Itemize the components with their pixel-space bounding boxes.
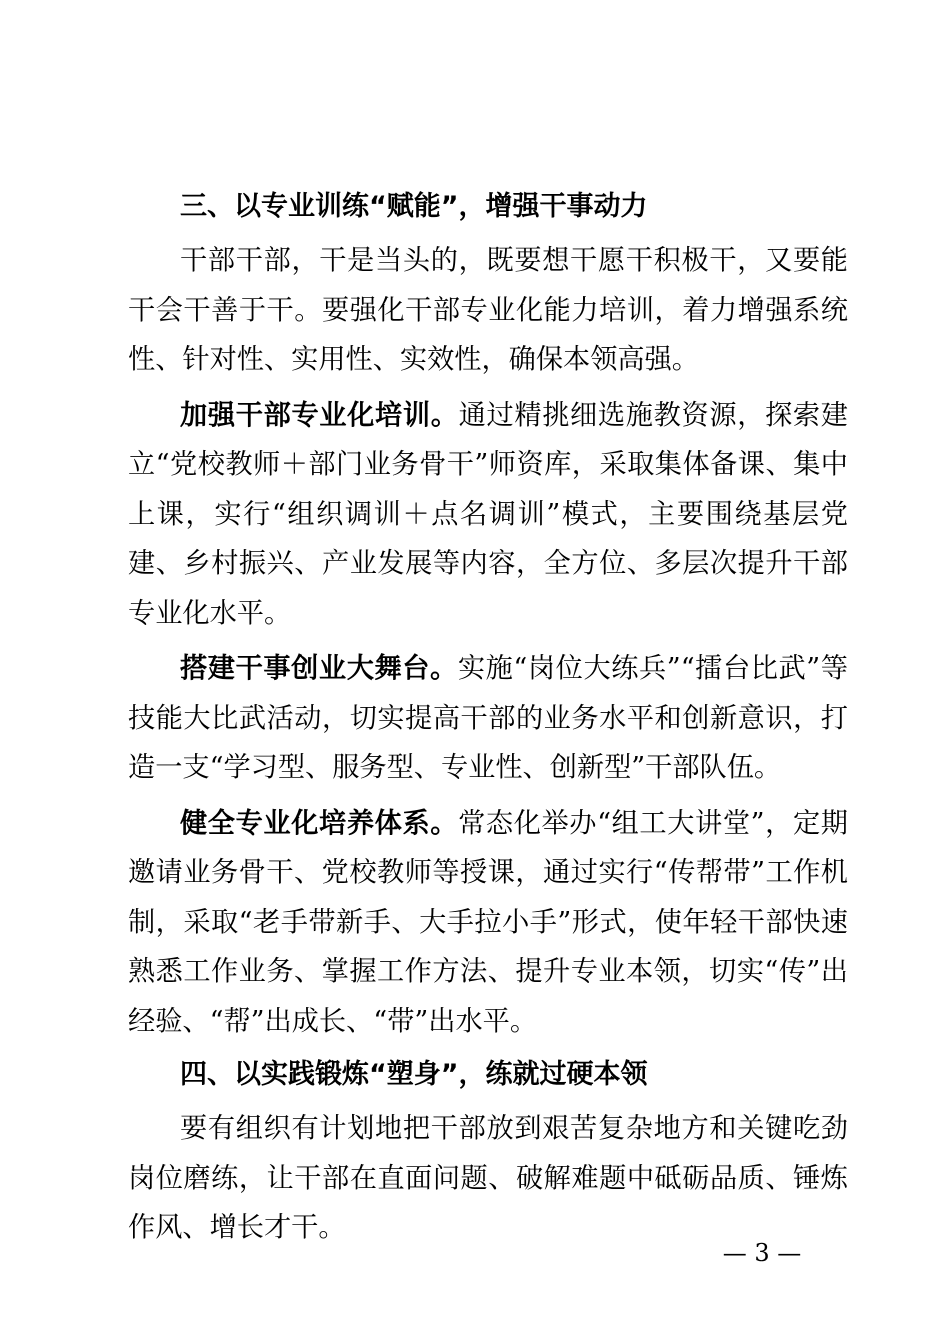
section-heading-4: 四、以实践锻炼“塑身”，练就过硬本领 bbox=[180, 1059, 648, 1090]
paragraph-training bbox=[128, 391, 848, 639]
paragraph-text: 常态化举办“组工大讲堂”，定期邀请业务骨干、党校教师等授课，通过实行“传帮带”工作机制，采取“老手带新手、大手拉小手”形式，使年轻干部快速熟悉工作业务、掌握工作方法、提升专业本领，切实“传”出经验、“帮”出成长、“带”出水平。 bbox=[128, 807, 848, 1037]
paragraph-lead: 搭建干事创业大舞台。 bbox=[180, 653, 458, 684]
paragraph-text: 实施“岗位大练兵”“擂台比武”等技能大比武活动，切实提高干部的业务水平和创新意识，打造一支“学习型、服务型、专业性、创新型”干部队伍。 bbox=[128, 653, 848, 783]
page-number: — 3 — bbox=[722, 1239, 802, 1267]
paragraph-stage bbox=[128, 644, 848, 793]
section-4-intro: 要有组织有计划地把干部放到艰苦复杂地方和关键吃劲岗位磨练，让干部在直面问题、破解难题中砥砺品质、锤炼作风、增长才干。 bbox=[128, 1113, 848, 1243]
paragraph-lead: 健全专业化培养体系。 bbox=[180, 807, 459, 839]
section-3-intro: 干部干部，干是当头的，既要想干愿干积极干，又要能干会干善于干。要强化干部专业化能力培训，着力增强系统性、针对性、实用性、实效性，确保本领高强。 bbox=[128, 245, 848, 375]
paragraph-system bbox=[128, 799, 848, 1047]
document-body bbox=[128, 178, 848, 1253]
paragraph-text: 通过精挑细选施教资源，探索建立“党校教师＋部门业务骨干”师资库，采取集体备课、集中上课，实行“组织调训＋点名调训”模式，主要围绕基层党建、乡村振兴、产业发展等内容，全方位、多层次提升干部专业化水平。 bbox=[128, 399, 848, 629]
section-heading-3: 三、以专业训练“赋能”，增强干事动力 bbox=[180, 191, 648, 222]
paragraph-lead: 加强干部专业化培训。 bbox=[180, 399, 459, 431]
